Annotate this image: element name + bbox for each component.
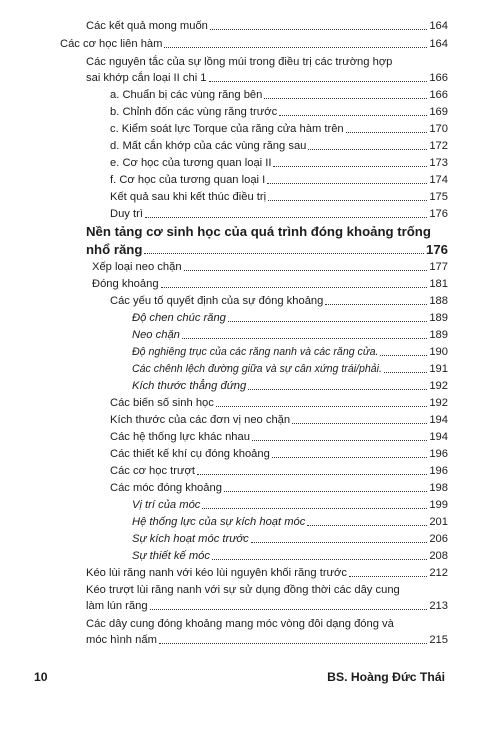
toc-entry-page: 206	[429, 533, 448, 545]
toc-entry-label: Các cơ học trượt	[110, 465, 195, 477]
toc-entry	[132, 516, 448, 529]
toc-entry	[110, 448, 448, 461]
author-name: BS. Hoàng Đức Thái	[327, 670, 445, 684]
toc-entry	[132, 380, 448, 393]
toc-entry-label: Duy trì	[110, 208, 143, 220]
toc-entry-page: 191	[429, 363, 448, 375]
toc-entry	[92, 278, 448, 291]
toc-entry-page: 169	[429, 106, 448, 118]
dot-leader	[268, 199, 427, 201]
dot-leader	[144, 252, 424, 254]
toc-entry	[60, 38, 448, 51]
dot-leader	[349, 575, 427, 577]
dot-leader	[248, 388, 427, 390]
dot-leader	[150, 608, 428, 610]
dot-leader	[182, 337, 427, 339]
dot-leader	[184, 269, 428, 271]
toc-entry-page: 164	[429, 20, 448, 32]
toc-entry	[132, 312, 448, 325]
toc-entry-page: 176	[425, 242, 448, 257]
toc-entry-label: f. Cơ học của tương quan loại I	[110, 174, 266, 186]
toc-entry	[110, 397, 448, 410]
toc-entry-label: Các biến số sinh học	[110, 397, 214, 409]
toc-entry	[110, 208, 448, 221]
dot-leader	[273, 165, 427, 167]
toc-entry-page: 196	[429, 448, 448, 460]
toc-entry-page: 189	[429, 329, 448, 341]
dot-leader	[279, 114, 427, 116]
toc-entry-page: 215	[429, 634, 448, 646]
toc-entry-label: Các thiết kế khí cụ đóng khoảng	[110, 448, 270, 460]
toc-entry-label-line1: Kéo trượt lùi răng nanh với sự sử dụng đồng thời các dây cung	[86, 584, 400, 596]
toc-entry	[132, 363, 448, 376]
toc-entry-label: Các móc đóng khoảng	[110, 482, 222, 494]
toc-entry	[110, 157, 448, 170]
toc-entry-page: 212	[429, 567, 448, 579]
toc-entry	[86, 20, 448, 33]
dot-leader	[161, 286, 428, 288]
toc-entry	[110, 414, 448, 427]
dot-leader	[145, 216, 427, 218]
toc-entry-label: Neo chặn	[132, 329, 180, 341]
toc-entry	[110, 174, 448, 187]
dot-leader	[346, 131, 428, 133]
dot-leader	[164, 46, 427, 48]
toc-entry-page: 175	[429, 191, 448, 203]
toc-entry-label: Vị trí của móc	[132, 499, 201, 511]
toc-entry-label: Sự thiết kế móc	[132, 550, 210, 562]
toc-entry-page: 189	[429, 312, 448, 324]
dot-leader	[216, 405, 427, 407]
toc-entry-label: nhổ răng	[86, 242, 143, 257]
toc-entry	[110, 465, 448, 478]
toc-entry-label: d. Mất cắn khớp của các vùng răng sau	[110, 140, 307, 152]
page-number: 10	[34, 670, 48, 684]
toc-entry-page: 190	[429, 346, 448, 358]
toc-entry-page: 208	[429, 550, 448, 562]
toc-entry-label: c. Kiểm soát lực Torque của răng cửa hàm trên	[110, 123, 344, 135]
toc-entry-label: Các chênh lệch đường giữa và sự cân xứng trái/phải.	[132, 363, 382, 375]
toc-entry-page: 199	[429, 499, 448, 511]
toc-entry	[110, 140, 448, 153]
toc-entry-label: Kéo lùi răng nanh với kéo lùi nguyên khối răng trước	[86, 567, 347, 579]
toc-entry-page: 166	[429, 72, 448, 84]
toc-entry	[110, 106, 448, 119]
toc-entry-page: 176	[429, 208, 448, 220]
toc-entry	[132, 499, 448, 512]
toc-entry-label-line1: Các nguyên tắc của sự lồng múi trong điều trị các trường hợp	[86, 56, 393, 68]
toc-entry-page: 192	[429, 380, 448, 392]
toc-entry	[92, 261, 448, 274]
toc-entry-page: 164	[429, 38, 448, 50]
toc-entry	[110, 89, 448, 102]
toc-entry	[110, 482, 448, 495]
toc-entry-page: 170	[429, 123, 448, 135]
toc-entry-page: 173	[429, 157, 448, 169]
dot-leader	[224, 490, 427, 492]
toc-entry-label: Các kết quả mong muốn	[86, 20, 208, 32]
toc-entry-label-line1: Các dây cung đóng khoảng mang móc vòng đôi dạng đóng và	[86, 618, 394, 630]
toc-entry-page: 194	[429, 431, 448, 443]
toc-entry-label: sai khớp cắn loại II chi 1	[86, 72, 207, 84]
toc-entry-page: 198	[429, 482, 448, 494]
toc-entry-label: Sự kích hoạt móc trước	[132, 533, 249, 545]
dot-leader	[264, 97, 427, 99]
toc-entry-page: 174	[429, 174, 448, 186]
toc-entry-label: Các yếu tố quyết định của sự đóng khoảng	[110, 295, 324, 307]
dot-leader	[252, 439, 427, 441]
dot-leader	[202, 507, 427, 509]
toc-entry-page: 213	[429, 600, 448, 612]
toc-entry-label: làm lún răng	[86, 600, 148, 612]
dot-leader	[197, 473, 427, 475]
toc-entry-page: 181	[429, 278, 448, 290]
toc-entry	[110, 191, 448, 204]
toc-entry-label: móc hình nấm	[86, 634, 157, 646]
toc-entry-page: 172	[429, 140, 448, 152]
toc-entry	[132, 550, 448, 563]
dot-leader	[292, 422, 427, 424]
toc-entry-label: Đóng khoảng	[92, 278, 159, 290]
toc-entry-label: Hệ thống lực của sự kích hoạt móc	[132, 516, 306, 528]
dot-leader	[267, 182, 427, 184]
toc-entry-label: Độ chen chúc răng	[132, 312, 226, 324]
section-heading	[86, 242, 448, 257]
dot-leader	[307, 524, 427, 526]
toc-entry-page: 166	[429, 89, 448, 101]
toc-entry	[86, 600, 448, 613]
dot-leader	[384, 371, 427, 373]
dot-leader	[209, 80, 428, 82]
toc-entry-page: 188	[429, 295, 448, 307]
toc-entry-page: 192	[429, 397, 448, 409]
dot-leader	[251, 541, 428, 543]
toc-entry-label: Kích thước của các đơn vị neo chặn	[110, 414, 291, 426]
toc-entry-label: e. Cơ học của tương quan loại II	[110, 157, 272, 169]
toc-entry-page: 196	[429, 465, 448, 477]
toc-entry	[86, 567, 448, 580]
dot-leader	[325, 303, 427, 305]
toc-entry-label: Kết quả sau khi kết thúc điều trị	[110, 191, 267, 203]
dot-leader	[272, 456, 427, 458]
toc-entry-label: Độ nghiêng trục của các răng nanh và các răng cửa.	[132, 346, 379, 358]
section-heading-line1: Nền tảng cơ sinh học của quá trình đóng khoảng trống	[86, 224, 431, 239]
toc-entry	[110, 123, 448, 136]
dot-leader	[210, 28, 427, 30]
toc-entry-label: Xếp loại neo chặn	[92, 261, 182, 273]
toc-entry	[110, 295, 448, 308]
toc-entry-label: Các cơ học liên hàm	[60, 38, 163, 50]
toc-entry-label: Kích thước thẳng đứng	[132, 380, 247, 392]
toc-entry-page: 201	[429, 516, 448, 528]
dot-leader	[212, 558, 427, 560]
toc-entry-label: b. Chỉnh đốn các vùng răng trước	[110, 106, 278, 118]
toc-entry-label: a. Chuẩn bị các vùng răng bên	[110, 89, 263, 101]
toc-entry	[132, 533, 448, 546]
toc-entry-label: Các hệ thống lực khác nhau	[110, 431, 250, 443]
dot-leader	[380, 354, 427, 356]
toc-entry	[132, 329, 448, 342]
toc-entry	[86, 72, 448, 85]
toc-entry	[132, 346, 448, 359]
toc-entry	[86, 634, 448, 647]
toc-entry-page: 194	[429, 414, 448, 426]
toc-entry-page: 177	[429, 261, 448, 273]
dot-leader	[228, 320, 427, 322]
dot-leader	[308, 148, 427, 150]
toc-entry	[110, 431, 448, 444]
dot-leader	[159, 642, 427, 644]
